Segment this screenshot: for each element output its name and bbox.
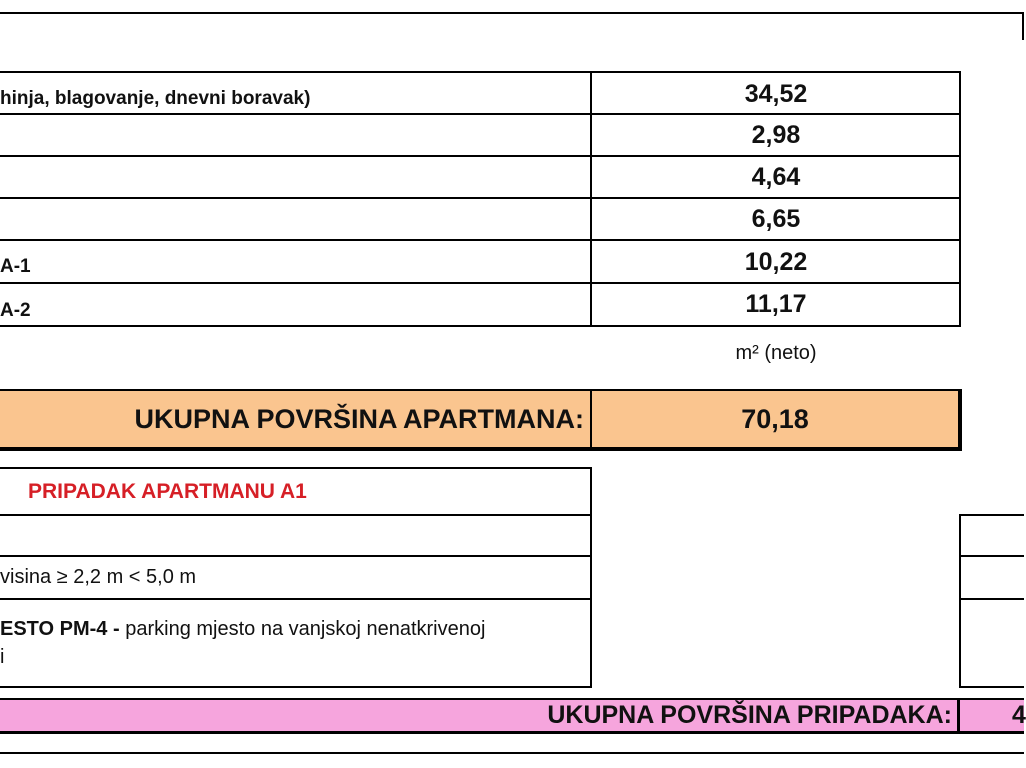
pripadci-total-label: UKUPNA POVRŠINA PRIPADAKA: bbox=[547, 701, 952, 729]
unit-label: m² (neto) bbox=[735, 342, 817, 364]
top-border-right bbox=[1022, 12, 1024, 40]
total-value: 70,18 bbox=[741, 404, 809, 434]
room-area: 6,65 bbox=[751, 205, 801, 233]
pripadak-header: PRIPADAK APARTMANU A1 bbox=[28, 480, 307, 503]
top-border bbox=[0, 12, 1024, 14]
room-area: 11,17 bbox=[745, 290, 807, 318]
room-label: A-2 bbox=[0, 300, 31, 321]
total-label: UKUPNA POVRŠINA APARTMANA: bbox=[134, 404, 584, 434]
room-label: A-1 bbox=[0, 256, 31, 277]
bottom-border bbox=[0, 752, 1024, 754]
pripadak-row-parking bbox=[0, 618, 485, 641]
room-label: hinja, blagovanje, dnevni boravak) bbox=[0, 88, 311, 109]
room-area: 2,98 bbox=[751, 121, 801, 149]
pripadak-row-height: visina ≥ 2,2 m < 5,0 m bbox=[0, 566, 197, 588]
room-area: 4,64 bbox=[751, 163, 801, 191]
parking-code: ESTO PM-4 - bbox=[0, 618, 126, 640]
room-area: 10,22 bbox=[744, 248, 808, 276]
parking-desc: parking mjesto na vanjskoj nenatkrivenoj bbox=[125, 618, 486, 640]
pripadci-total-value: 4 bbox=[1012, 701, 1026, 729]
room-area: 34,52 bbox=[744, 80, 808, 108]
parking-desc-line2: i bbox=[0, 646, 5, 668]
